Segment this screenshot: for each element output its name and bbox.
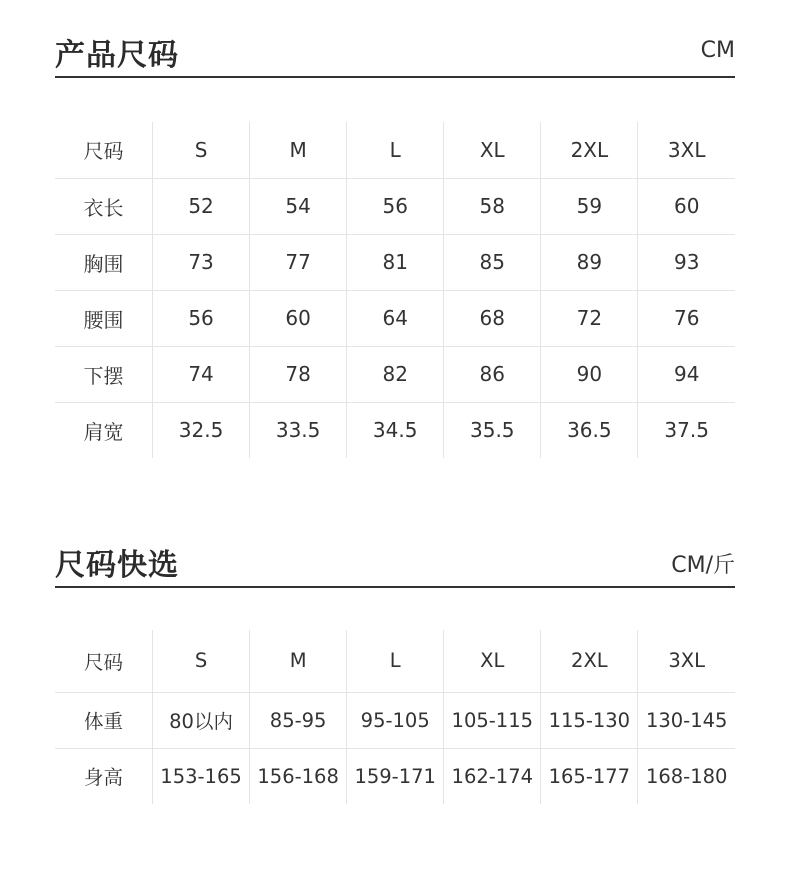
table-cell: 105-115 xyxy=(444,692,541,748)
table-row xyxy=(55,178,735,234)
table-cell: 36.5 xyxy=(541,402,638,458)
size-table-header xyxy=(55,0,735,78)
table-cell: 52 xyxy=(153,178,250,234)
table-cell: 90 xyxy=(541,346,638,402)
table-cell: 60 xyxy=(250,290,347,346)
table-row xyxy=(55,748,735,804)
table-cell: 94 xyxy=(638,346,735,402)
quick-select-title: 尺码快选 xyxy=(55,548,179,583)
table-cell: 162-174 xyxy=(444,748,541,804)
table-cell: 56 xyxy=(153,290,250,346)
table-cell: 60 xyxy=(638,178,735,234)
table-cell: 85 xyxy=(444,234,541,290)
table-cell: 32.5 xyxy=(153,402,250,458)
row-label: 肩宽 xyxy=(83,419,124,444)
table-cell: 81 xyxy=(347,234,444,290)
table-row xyxy=(55,234,735,290)
row-label: 腰围 xyxy=(55,290,153,346)
row-label: 胸围 xyxy=(55,234,153,290)
table-cell: 58 xyxy=(444,178,541,234)
size-table-title: 产品尺码 xyxy=(55,38,179,73)
table-cell: 76 xyxy=(638,290,735,346)
table-header-cell: M xyxy=(250,630,347,692)
table-cell: 54 xyxy=(250,178,347,234)
table-cell: 130-145 xyxy=(638,692,735,748)
table-header-row xyxy=(55,122,735,178)
table-cell: 165-177 xyxy=(541,748,638,804)
table-header-cell: L xyxy=(347,630,444,692)
table-cell: 159-171 xyxy=(347,748,444,804)
table-header-cell: L xyxy=(347,122,444,178)
table-cell: 35.5 xyxy=(444,402,541,458)
quick-select-header xyxy=(55,510,735,588)
quick-select-table xyxy=(55,630,735,804)
quick-select-section xyxy=(55,510,735,790)
table-cell: 34.5 xyxy=(347,402,444,458)
table-header-cell: XL xyxy=(444,630,541,692)
table-cell: 95-105 xyxy=(347,692,444,748)
table-header-cell: XL xyxy=(444,122,541,178)
table-cell: 93 xyxy=(638,234,735,290)
table-cell: 86 xyxy=(444,346,541,402)
table-header-cell: M xyxy=(250,122,347,178)
size-table xyxy=(55,122,735,458)
table-cell: 59 xyxy=(541,178,638,234)
table-header-cell: 尺码 xyxy=(55,122,153,178)
size-table-unit: CM xyxy=(700,38,735,63)
table-cell: 153-165 xyxy=(153,748,250,804)
table-cell: 80以内 xyxy=(153,692,250,748)
table-cell: 73 xyxy=(153,234,250,290)
size-table-section xyxy=(55,0,735,444)
table-cell: 33.5 xyxy=(250,402,347,458)
table-cell: 64 xyxy=(347,290,444,346)
table-header-cell: 2XL xyxy=(541,122,638,178)
table-row xyxy=(55,402,735,458)
table-cell: 77 xyxy=(250,234,347,290)
table-header-cell: 3XL xyxy=(638,630,735,692)
table-cell: 78 xyxy=(250,346,347,402)
table-cell: 56 xyxy=(347,178,444,234)
table-row xyxy=(55,346,735,402)
table-cell: 89 xyxy=(541,234,638,290)
table-header-row xyxy=(55,630,735,692)
table-cell: 74 xyxy=(153,346,250,402)
table-cell: 72 xyxy=(541,290,638,346)
table-cell: 68 xyxy=(444,290,541,346)
table-cell: 156-168 xyxy=(250,748,347,804)
table-cell: 82 xyxy=(347,346,444,402)
table-header-cell: 3XL xyxy=(638,122,735,178)
row-label: 身高 xyxy=(83,766,123,790)
quick-select-unit: CM/斤 xyxy=(671,553,735,578)
table-cell: 115-130 xyxy=(541,692,638,748)
table-cell: 37.5 xyxy=(638,402,735,458)
row-label: 衣长 xyxy=(55,178,153,234)
table-row xyxy=(55,290,735,346)
table-cell: 85-95 xyxy=(250,692,347,748)
table-header-cell: S xyxy=(153,630,250,692)
table-header-cell: 2XL xyxy=(541,630,638,692)
row-label: 体重 xyxy=(55,692,153,748)
table-row xyxy=(55,692,735,748)
row-label: 下摆 xyxy=(55,346,153,402)
table-header-cell: 尺码 xyxy=(55,630,153,692)
table-cell: 168-180 xyxy=(638,748,735,804)
table-header-cell: S xyxy=(153,122,250,178)
